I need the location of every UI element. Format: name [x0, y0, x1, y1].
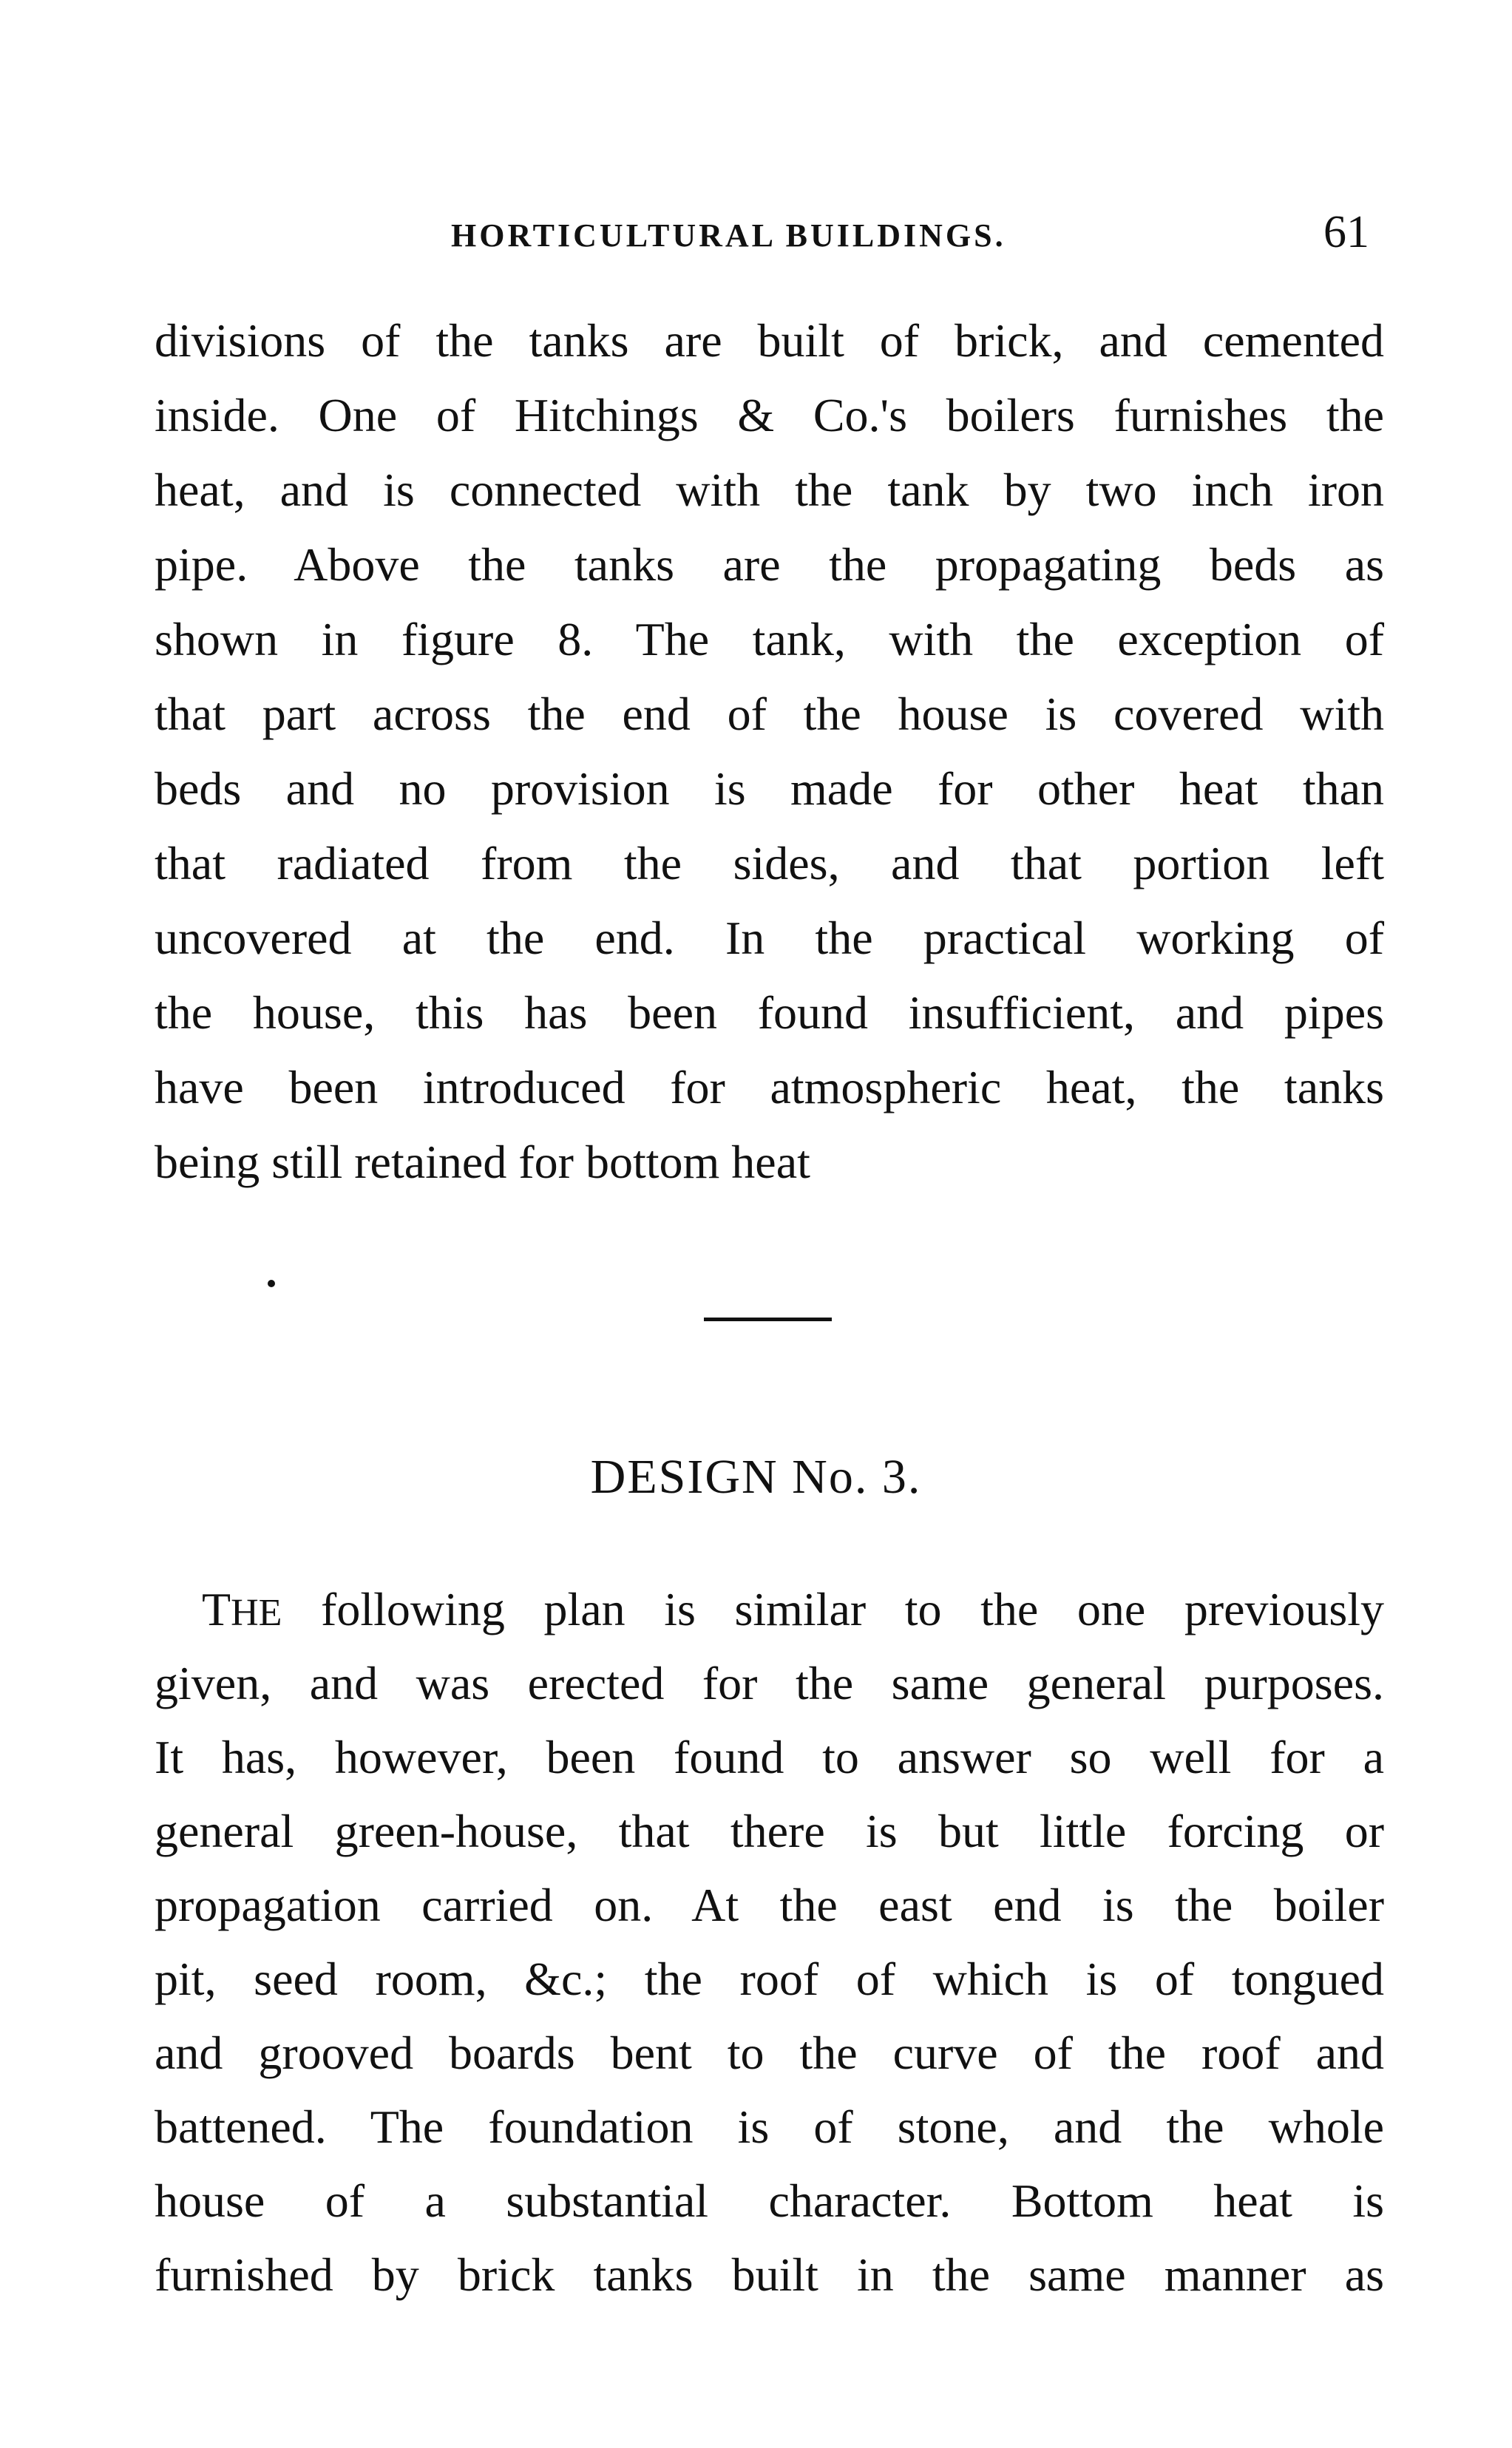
small-caps-initial: T: [202, 1583, 231, 1635]
text-line: general green-house, that there is but little forcing or: [155, 1805, 1384, 1857]
text-line: the house, this has been found insufficient, and pipes: [155, 986, 1384, 1039]
section-heading: DESIGN No. 3.: [590, 1450, 922, 1504]
text-line: given, and was erected for the same general purposes.: [155, 1657, 1384, 1709]
text-line: shown in figure 8. The tank, with the exception of: [155, 613, 1384, 665]
text-line: that part across the end of the house is covered with: [155, 688, 1384, 740]
paragraph-2: [155, 1573, 1384, 2312]
text-line: inside. One of Hitchings & Co.'s boilers furnishes the: [155, 389, 1384, 441]
text-line: [155, 1573, 1384, 1647]
running-title: HORTICULTURAL BUILDINGS.: [451, 217, 1006, 254]
text-line: pit, seed room, &c.; the roof of which is of tongued: [155, 1953, 1384, 2005]
text-line: and grooved boards bent to the curve of the roof and: [155, 2027, 1384, 2079]
text-line: beds and no provision is made for other heat than: [155, 762, 1384, 815]
text-line-rest: following plan is similar to the one previously: [321, 1583, 1385, 1635]
page-number: 61: [1323, 207, 1369, 257]
text-line: uncovered at the end. In the practical working of: [155, 912, 1384, 964]
stray-dot: [268, 1280, 275, 1287]
section-divider: [704, 1318, 832, 1321]
text-line: battened. The foundation is of stone, and the whole: [155, 2101, 1384, 2153]
page-header: [0, 207, 1512, 270]
text-line: house of a substantial character. Bottom heat is: [155, 2174, 1384, 2227]
text-line: divisions of the tanks are built of brick, and cemented: [155, 314, 1384, 367]
paragraph-1: [155, 303, 1384, 1199]
text-line: heat, and is connected with the tank by two inch iron: [155, 464, 1384, 516]
text-line: furnished by brick tanks built in the same manner as: [155, 2248, 1384, 2301]
text-line: being still retained for bottom heat: [155, 1136, 810, 1188]
text-line: have been introduced for atmospheric heat, the tanks: [155, 1061, 1384, 1113]
small-caps-lead: [202, 1583, 282, 1635]
text-line: It has, however, been found to answer so well for a: [155, 1731, 1384, 1783]
text-line: pipe. Above the tanks are the propagating beds as: [155, 538, 1384, 591]
text-line: that radiated from the sides, and that portion left: [155, 837, 1384, 889]
text-line: propagation carried on. At the east end is the boiler: [155, 1879, 1384, 1931]
small-caps-rest: HE: [231, 1592, 282, 1634]
